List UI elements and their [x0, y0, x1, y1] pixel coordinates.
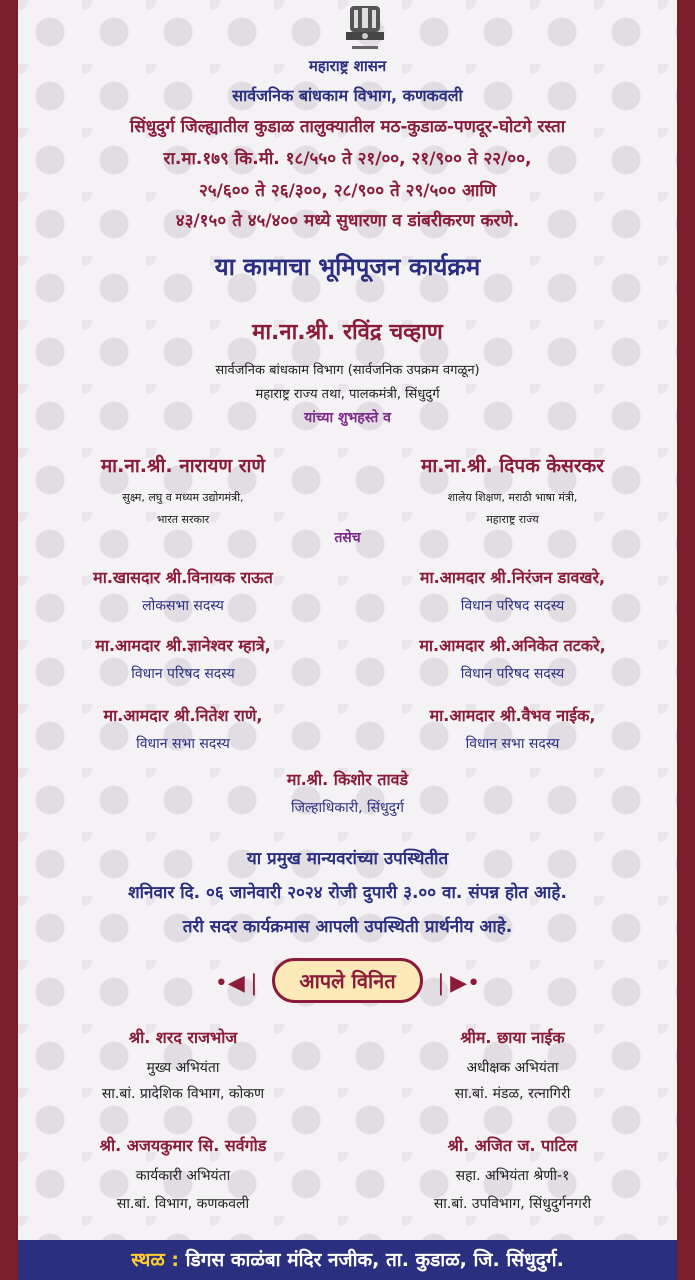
right-border	[677, 0, 695, 1280]
chief-guest-role-2: महाराष्ट्र राज्य तथा, पालकमंत्री, सिंधुदुर्ग	[255, 387, 440, 402]
venue-label: स्थळ :	[131, 1249, 179, 1271]
project-line-4: ४३/१५० ते ४५/४०० मध्ये सुधारणा व डांबरीकरण करणे.	[175, 211, 520, 231]
member-name: मा.आमदार श्री.वैभव नाईक,	[429, 706, 596, 725]
host-office: सा.बां. विभाग, कणकवली	[116, 1196, 250, 1212]
host-name: श्री. अजित ज. पाटिल	[447, 1136, 578, 1155]
member-role: विधान सभा सदस्य	[465, 736, 560, 752]
chief-guest-role-1: सार्वजनिक बांधकाम विभाग (सार्वजनिक उपक्रम वगळून)	[215, 363, 480, 378]
venue-bar	[18, 1240, 677, 1280]
also-text: तसेच	[334, 530, 361, 546]
guest-name-left: मा.ना.श्री. नारायण राणे	[100, 455, 266, 477]
member-name: मा.आमदार श्री.निरंजन डावखरे,	[419, 568, 606, 587]
by-hands-text: यांच्या शुभहस्ते व	[304, 410, 391, 426]
project-line-3: २५/६०० ते २६/३००, २८/९०० ते २९/५०० आणि	[198, 181, 497, 201]
invitation-card	[18, 0, 677, 1280]
dept-title: सार्वजनिक बांधकाम विभाग, कणकवली	[232, 86, 463, 105]
guest-role-right-1: शालेय शिक्षण, मराठी भाषा मंत्री,	[447, 491, 578, 504]
invite-line-3: तरी सदर कार्यक्रमास आपली उपस्थिती प्रार्थनीय आहे.	[182, 917, 513, 937]
host-name: श्री. शरद राजभोज	[128, 1028, 238, 1047]
project-line-2: रा.मा.१७९ कि.मी. १८/५५० ते २१/००, २१/९०० ते २२/००,	[163, 149, 532, 169]
member-name: मा.आमदार श्री.अनिकेत तटकरे,	[419, 636, 606, 655]
guest-role-right-2: महाराष्ट्र राज्य	[486, 513, 539, 526]
guest-role-left-2: भारत सरकार	[156, 513, 210, 526]
member-role: विधान परिषद सदस्य	[460, 666, 565, 682]
member-name: मा.आमदार श्री.ज्ञानेश्वर म्हात्रे,	[95, 636, 271, 655]
member-role: विधान परिषद सदस्य	[460, 598, 565, 614]
member-role: लोकसभा सदस्य	[142, 598, 224, 614]
left-border	[0, 0, 18, 1280]
org-title: महाराष्ट्र शासन	[308, 57, 387, 75]
host-name: श्रीम. छाया नाईक	[460, 1028, 565, 1047]
guest-name-right: मा.ना.श्री. दिपक केसरकर	[421, 455, 604, 477]
invite-line-1: या प्रमुख मान्यवरांच्या उपस्थितीत	[246, 849, 449, 869]
chief-guest-name: मा.ना.श्री. रविंद्र चव्हाण	[252, 320, 443, 345]
guest-role-left-1: सुक्ष्म, लघु व मध्यम उद्योगमंत्री,	[122, 491, 244, 504]
host-office: सा.बां. प्रादेशिक विभाग, कोकण	[101, 1086, 265, 1102]
host-role: अधीक्षक अभियंता	[466, 1060, 559, 1076]
host-office: सा.बां. उपविभाग, सिंधुदुर्गनगरी	[433, 1196, 592, 1212]
host-role: मुख्य अभियंता	[146, 1060, 220, 1076]
host-role: सहा. अभियंता श्रेणी-१	[455, 1168, 570, 1184]
signatories-header	[18, 958, 677, 1008]
member-name: मा.खासदार श्री.विनायक राऊत	[93, 568, 273, 587]
yours-sincerely-badge: आपले विनित	[272, 958, 422, 1003]
member-name: मा.आमदार श्री.नितेश राणे,	[103, 706, 263, 725]
member-role: विधान परिषद सदस्य	[131, 666, 235, 682]
invite-line-2: शनिवार दि. ०६ जानेवारी २०२४ रोजी दुपारी ३.०० वा. संपन्न होत आहे.	[128, 883, 567, 903]
ornament-left-icon: •◀❘	[214, 971, 264, 996]
collector-role: जिल्हाधिकारी, सिंधुदुर्ग	[291, 800, 404, 816]
state-emblem-icon	[336, 2, 394, 54]
event-title: या कामाचा भूमिपूजन कार्यक्रम	[214, 253, 481, 281]
project-line-1: सिंधुदुर्ग जिल्ह्यातील कुडाळ तालुक्यातील मठ-कुडाळ-पणदूर-घोटगे रस्ता	[129, 117, 566, 137]
host-name: श्री. अजयकुमार सि. सर्वगोड	[99, 1136, 267, 1155]
venue-place: डिगस काळंबा मंदिर नजीक, ता. कुडाळ, जि. सिंधुदुर्ग.	[185, 1249, 564, 1271]
member-role: विधान सभा सदस्य	[136, 736, 230, 752]
collector-name: मा.श्री. किशोर तावडे	[286, 770, 409, 789]
ornament-right-icon: ❘▶•	[431, 971, 481, 996]
host-role: कार्यकारी अभियंता	[135, 1168, 231, 1184]
host-office: सा.बां. मंडळ, रत्नागिरी	[454, 1086, 571, 1102]
